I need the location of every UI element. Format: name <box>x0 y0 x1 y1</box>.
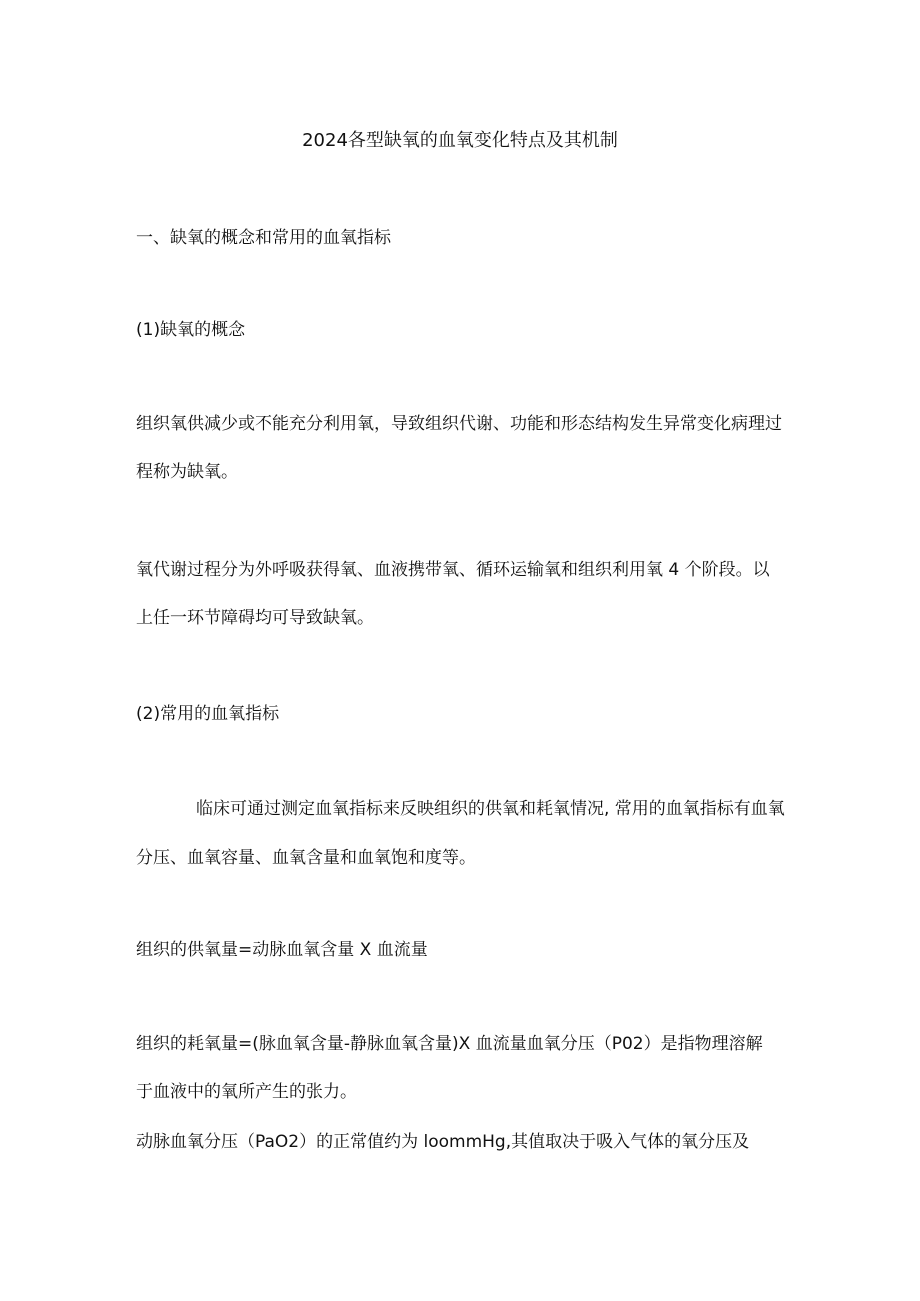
section-heading: 一、缺氧的概念和常用的血氧指标 <box>136 228 391 248</box>
paragraph-line: 临床可通过测定血氧指标来反映组织的供氧和耗氧情况, 常用的血氧指标有血氧 <box>196 799 785 819</box>
paragraph-line: 上任一环节障碍均可导致缺氧。 <box>136 608 374 628</box>
paragraph-line: 组织氧供减少或不能充分利用氧，导致组织代谢、功能和形态结构发生异常变化病理过 <box>136 414 782 434</box>
paragraph-line: 于血液中的氧所产生的张力。 <box>136 1082 357 1102</box>
subsection-heading-concept: (1)缺氧的概念 <box>136 320 246 340</box>
subsection-heading-indicators: (2)常用的血氧指标 <box>136 704 280 724</box>
paragraph-line: 动脉血氧分压（PaO2）的正常值约为 loommHg,其值取决于吸入气体的氧分压及 <box>136 1132 750 1152</box>
paragraph-line: 分压、血氧容量、血氧含量和血氧饱和度等。 <box>136 848 476 868</box>
paragraph-line: 氧代谢过程分为外呼吸获得氧、血液携带氧、循环运输氧和组织利用氧 4 个阶段。以 <box>136 560 770 580</box>
document-title: 2024各型缺氧的血氧变化特点及其机制 <box>302 130 618 151</box>
paragraph-line: 组织的耗氧量=(脉血氧含量-静脉血氧含量)X 血流量血氧分压（P02）是指物理溶解 <box>136 1034 763 1054</box>
paragraph-line: 程称为缺氧。 <box>136 462 238 482</box>
formula-line: 组织的供氧量=动脉血氧含量 X 血流量 <box>136 940 428 960</box>
